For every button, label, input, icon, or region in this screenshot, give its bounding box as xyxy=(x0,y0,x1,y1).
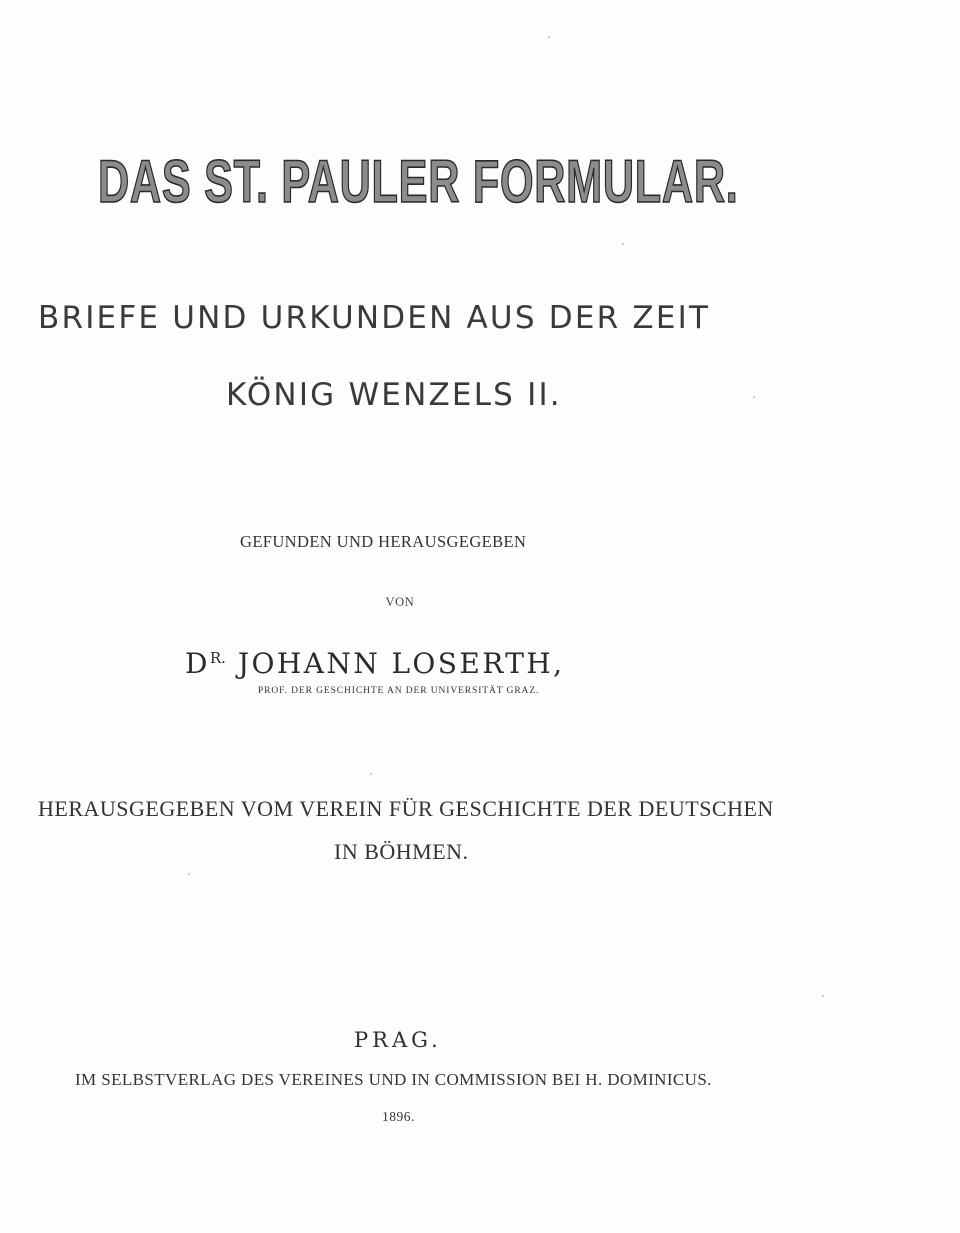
publication-year: 1896. xyxy=(382,1109,415,1124)
subtitle-line-1: BRIEFE UND URKUNDEN AUS DER ZEIT xyxy=(38,300,711,336)
publisher-line-1: HERAUSGEGEBEN VOM VEREIN FÜR GESCHICHTE DER DEUTSCHEN xyxy=(38,796,774,821)
subtitle-line-2: KÖNIG WENZELS II. xyxy=(226,377,562,413)
author-prefix-superscript: R. xyxy=(209,649,226,667)
scan-speck xyxy=(188,873,190,875)
main-title: DAS ST. PAULER FORMULAR. xyxy=(98,148,739,215)
author-prefix: D xyxy=(185,647,210,680)
scan-speck xyxy=(548,36,550,38)
scan-speck xyxy=(822,995,824,997)
publication-place: PRAG. xyxy=(354,1028,442,1052)
scan-speck xyxy=(622,243,624,245)
scan-speck xyxy=(370,773,372,775)
author-affiliation: PROF. DER GESCHICHTE AN DER UNIVERSITÄT GRAZ. xyxy=(258,686,540,696)
author-surname: JOHANN LOSERTH, xyxy=(237,647,565,680)
author-name xyxy=(185,640,625,682)
found-and-edited-line: GEFUNDEN UND HERAUSGEGEBEN xyxy=(240,532,527,551)
von-line: VON xyxy=(385,595,415,609)
scan-speck xyxy=(753,396,755,398)
publisher-line-2: IN BÖHMEN. xyxy=(334,839,469,864)
imprint-line: IM SELBSTVERLAG DES VEREINES UND IN COMMISSION BEI H. DOMINICUS. xyxy=(75,1070,712,1089)
